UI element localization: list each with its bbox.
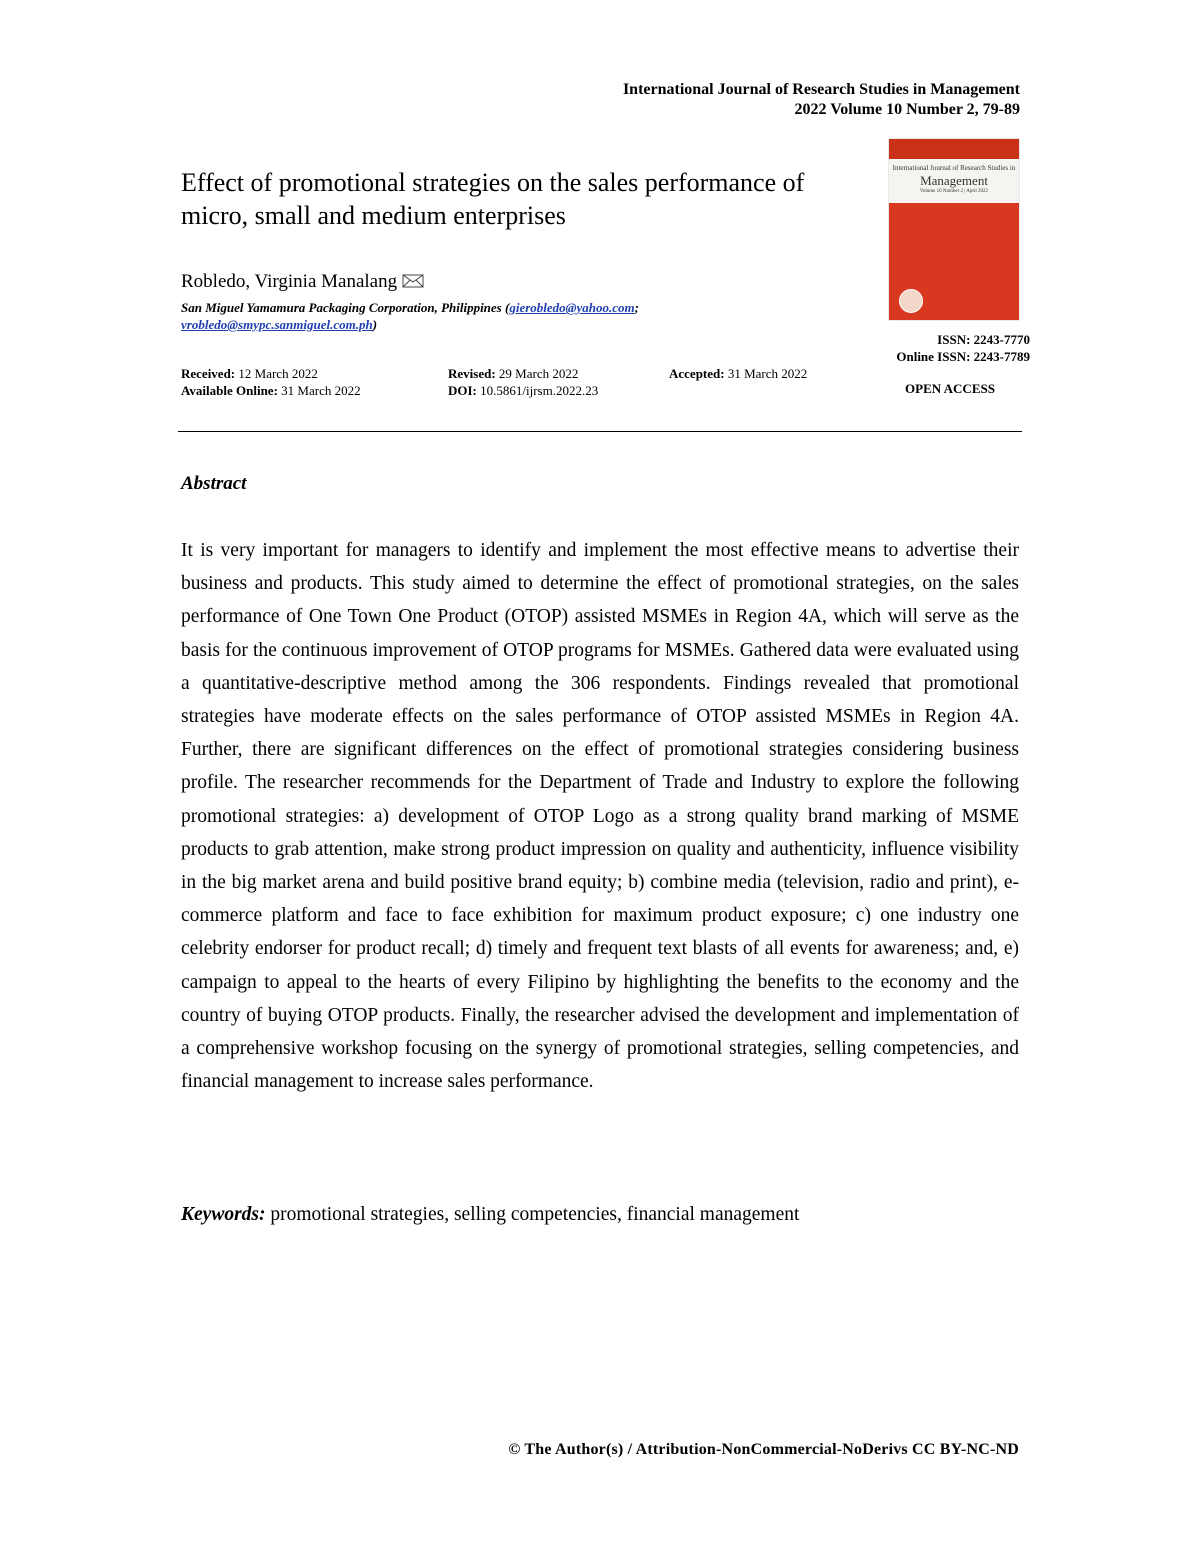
abstract-body: It is very important for managers to identify and implement the most effective means to advertise their business and products. This study aimed to determine the effect of promotional strategies, on the sales performance of One Town One Product (OTOP) assisted MSMEs in Region 4A, which will serve as the basis for the continuous improvement of OTOP programs for MSMEs. Gathered data were evaluated using a quantitative-descriptive method among the 306 respondents. Findings revealed that promotional strategies have moderate effects on the sales performance of OTOP assisted MSMEs in Region 4A. Further, there are significant differences on the effect of promotional strategies considering business profile. The researcher recommends for the Department of Trade and Industry to explore the following promotional strategies: a) development of OTOP Logo as a strong quality brand marking of MSME products to grab attention, make strong product impression on quality and authenticity, influence visibility in the big market arena and build positive brand equity; b) combine media (television, radio and print), e-commerce platform and face to face exhibition for maximum product exposure; c) one industry one celebrity endorser for product recall; d) timely and frequent text blasts of all events for awareness; and, e) campaign to appeal to the hearts of every Filipino by highlighting the benefits to the economy and the country of buying OTOP products. Finally, the researcher advised the development and implementation of a comprehensive workshop focusing on the synergy of promotional strategies, selling competencies, and financial management to increase sales performance. xyxy=(181,540,1019,1093)
affiliation-text: San Miguel Yamamura Packaging Corporation, Philippines xyxy=(181,300,502,315)
revised-label: Revised: xyxy=(448,366,496,381)
available-label: Available Online: xyxy=(181,383,278,398)
email-link-2[interactable]: vrobledo@smypc.sanmiguel.com.ph xyxy=(181,317,373,332)
journal-name: International Journal of Research Studies in Management xyxy=(622,81,1020,98)
license-footer: © The Author(s) / Attribution-NonCommercial-NoDerivs CC BY-NC-ND xyxy=(508,1441,1019,1458)
received-date: 12 March 2022 xyxy=(238,366,318,381)
keywords-text: promotional strategies, selling competencies, financial management xyxy=(270,1204,800,1225)
issn-print: ISSN: 2243-7770 xyxy=(937,332,1030,347)
cover-line-3: Volume 10 Number 2 | April 2022 xyxy=(919,189,989,194)
journal-header xyxy=(623,80,1020,120)
issn-online: Online ISSN: 2243-7789 xyxy=(896,349,1030,364)
dates-accepted xyxy=(669,365,807,382)
abstract-heading: Abstract xyxy=(181,473,247,494)
author-name: Robledo, Virginia Manalang xyxy=(181,271,398,292)
issn-block xyxy=(860,331,1030,365)
journal-cover-image xyxy=(889,139,1019,320)
available-date: 31 March 2022 xyxy=(281,383,361,398)
doi-value[interactable]: 10.5861/ijrsm.2022.23 xyxy=(480,383,599,398)
received-label: Received: xyxy=(181,366,236,381)
accepted-label: Accepted: xyxy=(669,366,725,381)
keywords xyxy=(181,1201,1019,1229)
envelope-icon[interactable] xyxy=(402,271,424,285)
dates-received-available xyxy=(181,365,361,399)
revised-date: 29 March 2022 xyxy=(498,366,579,381)
email-link-1[interactable]: gierobledo@yahoo.com xyxy=(509,300,635,315)
cover-stripe xyxy=(889,139,1019,159)
keywords-label: Keywords: xyxy=(181,1204,266,1225)
header-divider xyxy=(178,431,1022,432)
affiliation: San Miguel Yamamura Packaging Corporation, Philippines (gierobledo@yahoo.com; vrobledo@smypc.sanmiguel.com.ph) xyxy=(181,300,639,332)
article-title: Effect of promotional strategies on the sales performance of micro, small and medium enterprises xyxy=(181,168,805,230)
author-line xyxy=(181,270,424,294)
cover-line-1: International Journal of Research Studies in xyxy=(892,164,1016,172)
cover-line-2: Management xyxy=(920,173,988,188)
open-access-label: OPEN ACCESS xyxy=(905,381,995,396)
cover-seal-icon xyxy=(899,289,923,313)
doi-label: DOI: xyxy=(448,383,477,398)
dates-revised-doi xyxy=(448,365,598,399)
accepted-date: 31 March 2022 xyxy=(727,366,808,381)
journal-issue: 2022 Volume 10 Number 2, 79-89 xyxy=(794,101,1020,118)
cover-title-band xyxy=(889,159,1019,203)
